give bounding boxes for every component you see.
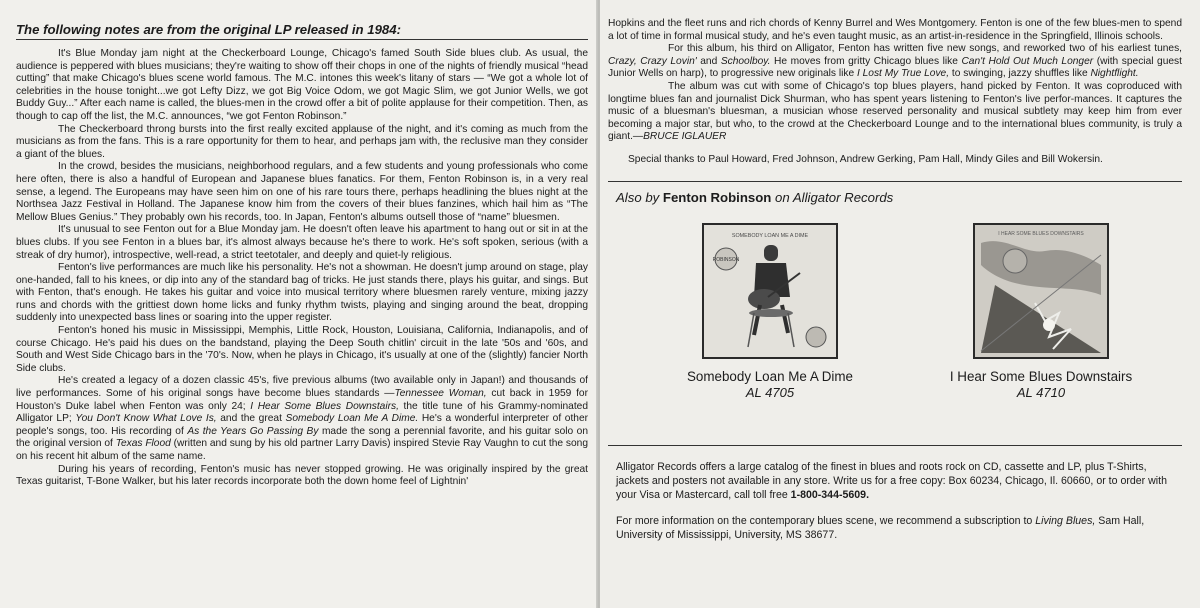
paragraph bbox=[16, 224, 588, 262]
text-run: In the crowd, besides the musicians, neighborhood regulars, and a few students and young professionals who come here often, there is also a handful of European and Japanese blues fanatics. For them, Fenton Robinson is, in a very real sense, a legend. The Europeans may have seen him on one of his rare tours there, perhaps headlining the blues night at the Northsea Jazz Festival in Holland. The Japanese know him from the covers of their blues fanzines, which hail him as “The Mellow Blues Genius.” They probably own his records, too. In Japan, Fenton's albums outsell those of “name” bluesmen. bbox=[16, 161, 588, 223]
left-page bbox=[0, 0, 598, 608]
text-run: It's Blue Monday jam night at the Checkerboard Lounge, Chicago's famed South Side blues club. As usual, the audience is peppered with blues musicians; they're waiting to show off their chops in one of the nights of friendly musical “head cutting” that make Chicago's blues scene world famous. The M.C. intones this week's litany of stars — “We got a whole lot of celebrities in the house tonight...we got Lefty Dizz, we got Big Voice Odom, we got Magic Slim, we got Junior Wells, we got Buddy Guy...” After each name is called, the blues-men in the crowd offer a bit of polite applause for their competition. Then, as though to cap off the list, the M.C. announces, “we got Fenton Robinson.” bbox=[16, 48, 588, 122]
text-run: It's unusual to see Fenton out for a Blue Monday jam. He doesn't often leave his apartment to hang out or sit in at the blues clubs. If you see Fenton in a blues bar, it's almost always because he's there to work. He's soft spoken, serious (with a streak of dry humor), introspective, well-read, a strict teetotaler, and deeply and quiet-ly religious. bbox=[16, 224, 588, 261]
text-run: The Checkerboard throng bursts into the first really excited applause of the night, and it's coming as much from the musicians as from the fans. This is a rare opportunity for them to hear, and perhaps jam with, the reclusive man they consider a giant of the blues. bbox=[16, 123, 588, 160]
text-run: Alligator Records offers a large catalog of the finest in blues and roots rock on CD, cassette and LP, plus T-Shirts, jackets and posters not available in any store. Write us for a free copy: Box 60234, Chicago, Il. 60660, or to order with your Visa or Mastercard, call toll free bbox=[616, 460, 1167, 501]
album-catalog-number: AL 4710 bbox=[1016, 384, 1066, 400]
text-run: to swinging, jazzy shuffles like bbox=[949, 68, 1091, 80]
album-item bbox=[926, 223, 1156, 400]
liner-notes-continued bbox=[608, 18, 1182, 144]
special-thanks: Special thanks to Paul Howard, Fred Johnson, Andrew Gerking, Pam Hall, Mindy Giles and Bill Wokersin. bbox=[628, 153, 1103, 165]
text-run: (with special guest Junior Wells on harp), to progressive new originals like bbox=[608, 55, 1182, 80]
text-run: Fenton's live performances are much like his personality. He's not a showman. He doesn't jump around on stage, play one-handed, fall to his knees, or dip into any of the standard bag of tricks. He just stands there, plays his guitar, and sings. But with Fenton, that's enough. He takes his guitar and voice into musical territory where bluesmen rarely venture, mixing jazzy runs and chords with the grittiest down home licks and funky rhythm twists, playing and singing around the beat, dropping suddenly into unexpected bass lines or soaring into the upper register. bbox=[16, 262, 589, 324]
italic-title: BRUCE IGLAUER bbox=[643, 131, 727, 143]
text-run: and the great bbox=[216, 413, 286, 425]
italic-title: Living Blues, bbox=[1035, 514, 1096, 527]
paragraph bbox=[16, 325, 588, 375]
italic-title: Crazy, Crazy Lovin' bbox=[608, 55, 697, 67]
cover-lettering: I HEAR SOME BLUES DOWNSTAIRS bbox=[998, 230, 1084, 237]
paragraph bbox=[608, 81, 1182, 144]
text-run: For more information on the contemporary blues scene, we recommend a subscription to bbox=[616, 514, 1036, 527]
cover-lettering: SOMEBODY LOAN ME A DIME bbox=[731, 232, 809, 239]
paragraph bbox=[608, 18, 1182, 43]
artist-name: Fenton Robinson bbox=[662, 189, 772, 205]
divider-top bbox=[608, 181, 1182, 182]
italic-title: I Hear Some Blues Downstairs, bbox=[250, 400, 399, 412]
text-run: made the song a perennial favorite, and his guitar solo on the original version of bbox=[16, 425, 589, 450]
svg-text:ROBINSON: ROBINSON bbox=[712, 256, 740, 263]
text-run: Sam Hall, University of Mississippi, University, MS 38677. bbox=[616, 514, 1145, 541]
text-run: Fenton's honed his music in Mississippi, Memphis, Little Rock, Houston, Louisiana, California, Indianapolis, and of course Chicago. He's paid his dues on the bandstand, playing the Deep South chitlin' circuit in the late '50s and '60s, and South and West Side Chicago bars in the '70's. Now, when he plays in Chicago, it's usually at one of the (slightly) fancier North Side clubs. bbox=[16, 325, 588, 374]
right-page bbox=[600, 0, 1200, 608]
also-prefix: Also by bbox=[616, 189, 660, 205]
album-title: I Hear Some Blues Downstairs bbox=[949, 368, 1133, 384]
italic-title: I Lost My True Love, bbox=[856, 68, 950, 80]
text-run: the title tune of his Grammy-nominated Alligator LP; bbox=[16, 400, 588, 425]
album-cover-i-hear-some-blues-downstairs bbox=[973, 223, 1109, 359]
paragraph bbox=[16, 48, 588, 124]
liner-notes-body bbox=[16, 48, 588, 489]
italic-title: You Don't Know What Love Is, bbox=[75, 413, 217, 425]
text-run: and bbox=[696, 55, 721, 67]
text-run: (written and sung by his old partner Larry Davis) inspired Stevie Ray Vaughn to cut the song on his recent hit album of the same name. bbox=[16, 438, 588, 462]
text-run: cut back in 1959 for Houston's Duke label when Fenton was only 24; bbox=[16, 388, 588, 412]
paragraph bbox=[16, 262, 588, 325]
album-catalog-number: AL 4705 bbox=[745, 384, 795, 400]
living-blues-text bbox=[616, 514, 1182, 542]
divider-bottom bbox=[608, 445, 1182, 446]
italic-title: Can't Hold Out Much Longer bbox=[961, 55, 1094, 67]
text-run: He moves from gritty Chicago blues like bbox=[770, 55, 962, 67]
italic-title: Somebody Loan Me A Dime. bbox=[285, 413, 419, 425]
also-suffix: on Alligator Records bbox=[775, 189, 894, 205]
text-run: He's created a legacy of a dozen classic 45's, five previous albums (two available only in Japan!) and thousands of live performances. Some of his original songs have become blues standards — bbox=[16, 375, 588, 400]
italic-title: Nightflight. bbox=[1090, 68, 1139, 80]
italic-title: Schoolboy. bbox=[720, 55, 771, 67]
text-run: During his years of recording, Fenton's music has never stopped growing. He was originally inspired by the great Texas guitarist, T-Bone Walker, but his later records incorporate both the down home feel of Lightnin' bbox=[16, 463, 588, 488]
italic-title: As the Years Go Passing By bbox=[187, 425, 319, 437]
album-cover-somebody-loan-me-a-dime bbox=[702, 223, 838, 359]
album-list bbox=[608, 223, 1182, 423]
liner-notes-heading: The following notes are from the original LP released in 1984: bbox=[16, 22, 588, 40]
paragraph bbox=[16, 161, 588, 224]
paragraph bbox=[16, 464, 588, 489]
also-by-heading bbox=[616, 190, 1182, 205]
catalog-offer-text bbox=[616, 460, 1182, 502]
italic-title: Tennessee Woman, bbox=[394, 388, 487, 400]
paragraph bbox=[16, 124, 588, 162]
album-item bbox=[655, 223, 885, 400]
text-run: For this album, his third on Alligator, Fenton has written five new songs, and reworked two of his earliest tunes, bbox=[668, 43, 1182, 55]
album-title: Somebody Loan Me A Dime bbox=[687, 368, 853, 384]
italic-title: Texas Flood bbox=[115, 438, 171, 450]
paragraph bbox=[16, 375, 588, 463]
text-run: The album was cut with some of Chicago's top blues players, hand picked by Fenton. It was coproduced with longtime blues fan and journalist Dick Shurman, who has spent years listening to Fenton's live perfor-mances. It captures the music of a bluesman's bluesman, a musician whose reserved personality and musical subtlety may keep him from ever becoming a major star, but who, to the crowd at the Checkerboard Lounge and to the international blues community, is truly a giant.— bbox=[608, 80, 1182, 143]
text-run: Hopkins and the fleet runs and rich chords of Kenny Burrel and Wes Montgomery. Fenton is one of the few blues-men to spend a lot of time in formal musical study, and he's even taught music, as an artist-in-residence in the Springfield, Illinois schools. bbox=[608, 18, 1182, 42]
phone-number: 1-800-344-5609. bbox=[790, 488, 870, 501]
paragraph bbox=[608, 43, 1182, 81]
text-run: He's a wonderful interpreter of other people's songs, too. His recording of bbox=[16, 413, 589, 437]
